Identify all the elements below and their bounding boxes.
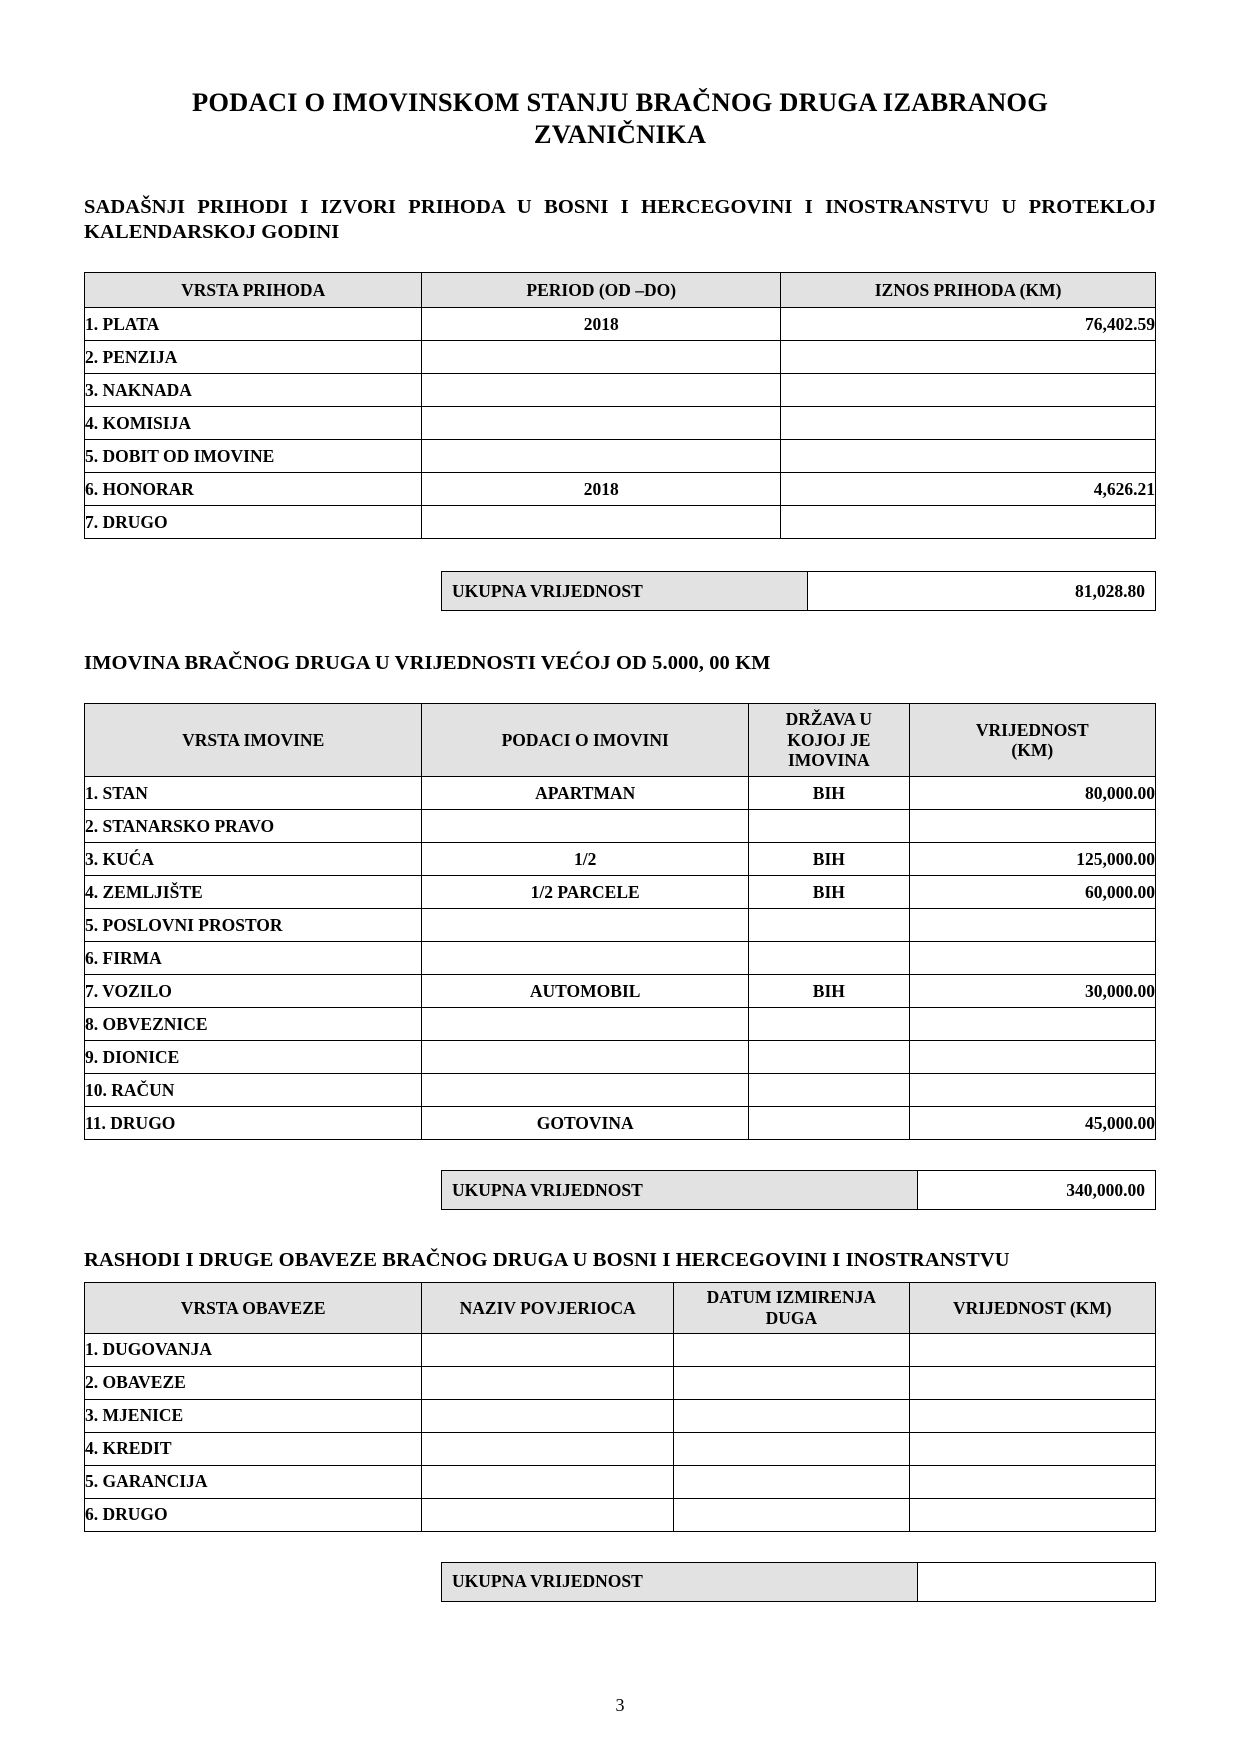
table-row (85, 843, 1156, 876)
section-heading-liabilities: RASHODI I DRUGE OBAVEZE BRAČNOG DRUGA U BOSNI I HERCEGOVINI I INOSTRANSTVU (84, 1249, 1010, 1272)
income-row-amount[interactable] (781, 407, 1156, 440)
income-row-period[interactable] (422, 440, 781, 473)
liabilities-row-creditor[interactable] (422, 1366, 674, 1399)
liabilities-total-strip (84, 1562, 1156, 1602)
liabilities-col-value: VRIJEDNOST (KM) (909, 1282, 1155, 1333)
assets-col-country-line2: KOJOJ JE (787, 729, 871, 750)
assets-row-country[interactable] (749, 1008, 910, 1041)
table-row (85, 1008, 1156, 1041)
liabilities-row-creditor[interactable] (422, 1399, 674, 1432)
income-total-table (441, 571, 1156, 611)
table-row (85, 440, 1156, 473)
assets-row-value[interactable]: 30,000.00 (909, 975, 1155, 1008)
table-row (85, 1399, 1156, 1432)
table-row (85, 1107, 1156, 1140)
assets-total-table (441, 1170, 1156, 1210)
income-row-type: 7. DRUGO (85, 506, 422, 539)
liabilities-row-value[interactable] (909, 1432, 1155, 1465)
table-row (85, 1432, 1156, 1465)
assets-row-info[interactable]: GOTOVINA (422, 1107, 749, 1140)
income-table (84, 272, 1156, 539)
section-heading-assets: IMOVINA BRAČNOG DRUGA U VRIJEDNOSTI VEĆOJ OD 5.000, 00 KM (84, 652, 771, 675)
assets-row-type: 1. STAN (85, 777, 422, 810)
table-row (85, 975, 1156, 1008)
income-row-amount[interactable]: 4,626.21 (781, 473, 1156, 506)
assets-row-type: 10. RAČUN (85, 1074, 422, 1107)
assets-total-strip (84, 1170, 1156, 1210)
table-row (85, 1333, 1156, 1366)
liabilities-row-date[interactable] (674, 1399, 910, 1432)
table-row (85, 1074, 1156, 1107)
income-row-period[interactable] (422, 374, 781, 407)
assets-row-info[interactable] (422, 909, 749, 942)
liabilities-total-label: UKUPNA VRIJEDNOST (442, 1562, 918, 1601)
table-row (85, 876, 1156, 909)
assets-row-type: 8. OBVEZNICE (85, 1008, 422, 1041)
liabilities-row-date[interactable] (674, 1465, 910, 1498)
liabilities-row-date[interactable] (674, 1366, 910, 1399)
assets-col-country (749, 704, 910, 777)
assets-row-value[interactable]: 60,000.00 (909, 876, 1155, 909)
income-row-amount[interactable] (781, 374, 1156, 407)
assets-total-label: UKUPNA VRIJEDNOST (442, 1171, 918, 1210)
assets-row-info[interactable]: 1/2 (422, 843, 749, 876)
assets-row-type: 4. ZEMLJIŠTE (85, 876, 422, 909)
assets-col-value-line1: VRIJEDNOST (975, 719, 1089, 740)
liabilities-row-creditor[interactable] (422, 1333, 674, 1366)
income-row-type: 4. KOMISIJA (85, 407, 422, 440)
assets-row-info[interactable] (422, 942, 749, 975)
liabilities-row-type: 6. DRUGO (85, 1498, 422, 1531)
income-row-amount[interactable]: 76,402.59 (781, 308, 1156, 341)
income-row-period[interactable] (422, 407, 781, 440)
assets-row-country[interactable] (749, 1107, 910, 1140)
page-number: 3 (615, 1695, 625, 1715)
assets-row-value[interactable] (909, 1008, 1155, 1041)
assets-row-country[interactable] (749, 1041, 910, 1074)
assets-row-country[interactable] (749, 942, 910, 975)
assets-row-type: 11. DRUGO (85, 1107, 422, 1140)
income-row-type: 5. DOBIT OD IMOVINE (85, 440, 422, 473)
income-row-period[interactable]: 2018 (422, 308, 781, 341)
assets-row-type: 9. DIONICE (85, 1041, 422, 1074)
income-table-header-row (85, 273, 1156, 308)
table-row (85, 1498, 1156, 1531)
liabilities-row-creditor[interactable] (422, 1465, 674, 1498)
income-col-type: VRSTA PRIHODA (85, 273, 422, 308)
liabilities-row-value[interactable] (909, 1498, 1155, 1531)
assets-row-type: 2. STANARSKO PRAVO (85, 810, 422, 843)
liabilities-row-value[interactable] (909, 1465, 1155, 1498)
assets-row-value[interactable] (909, 942, 1155, 975)
income-row-amount[interactable] (781, 440, 1156, 473)
total-row (442, 1171, 1156, 1210)
assets-row-info[interactable]: 1/2 PARCELE (422, 876, 749, 909)
table-row (85, 777, 1156, 810)
liabilities-row-type: 4. KREDIT (85, 1432, 422, 1465)
assets-row-value[interactable]: 80,000.00 (909, 777, 1155, 810)
liabilities-row-date[interactable] (674, 1498, 910, 1531)
liabilities-row-date[interactable] (674, 1333, 910, 1366)
assets-table (84, 703, 1156, 1140)
assets-row-info[interactable] (422, 1074, 749, 1107)
income-row-type: 1. PLATA (85, 308, 422, 341)
liabilities-row-date[interactable] (674, 1432, 910, 1465)
liabilities-row-value[interactable] (909, 1399, 1155, 1432)
assets-row-info[interactable]: AUTOMOBIL (422, 975, 749, 1008)
income-total-strip (84, 571, 1156, 611)
assets-row-country[interactable]: BIH (749, 843, 910, 876)
liabilities-total-value[interactable] (918, 1562, 1156, 1601)
assets-row-country[interactable]: BIH (749, 975, 910, 1008)
income-col-period: PERIOD (OD –DO) (422, 273, 781, 308)
liabilities-col-date-line2: DUGA (765, 1307, 818, 1328)
income-total-label: UKUPNA VRIJEDNOST (442, 572, 808, 611)
income-row-amount[interactable] (781, 506, 1156, 539)
liabilities-row-type: 3. MJENICE (85, 1399, 422, 1432)
section-heading-income: SADAŠNJI PRIHODI I IZVORI PRIHODA U BOSNI I HERCEGOVINI I INOSTRANSTVU U PROTEKLOJ KALENDARSKOJ GODINI (84, 195, 1156, 244)
assets-row-info[interactable] (422, 1008, 749, 1041)
liabilities-row-type: 1. DUGOVANJA (85, 1333, 422, 1366)
assets-row-country[interactable] (749, 909, 910, 942)
income-row-type: 2. PENZIJA (85, 341, 422, 374)
table-row (85, 942, 1156, 975)
income-row-period[interactable]: 2018 (422, 473, 781, 506)
liabilities-table (84, 1282, 1156, 1532)
liabilities-row-creditor[interactable] (422, 1432, 674, 1465)
table-row (85, 810, 1156, 843)
assets-row-info[interactable]: APARTMAN (422, 777, 749, 810)
assets-row-type: 5. POSLOVNI PROSTOR (85, 909, 422, 942)
assets-row-value[interactable] (909, 1074, 1155, 1107)
assets-row-value[interactable] (909, 909, 1155, 942)
assets-row-value[interactable] (909, 810, 1155, 843)
assets-col-country-line3: IMOVINA (787, 750, 870, 771)
liabilities-row-creditor[interactable] (422, 1498, 674, 1531)
assets-col-country-line1: DRŽAVA U (785, 709, 873, 730)
income-col-amount: IZNOS PRIHODA (KM) (781, 273, 1156, 308)
assets-row-value[interactable]: 45,000.00 (909, 1107, 1155, 1140)
assets-row-country[interactable]: BIH (749, 777, 910, 810)
table-row (85, 473, 1156, 506)
liabilities-row-value[interactable] (909, 1366, 1155, 1399)
liabilities-col-creditor: NAZIV POVJERIOCA (422, 1282, 674, 1333)
assets-col-info: PODACI O IMOVINI (422, 704, 749, 777)
income-total-value[interactable]: 81,028.80 (808, 572, 1156, 611)
income-row-type: 6. HONORAR (85, 473, 422, 506)
assets-col-value (909, 704, 1155, 777)
assets-row-info[interactable] (422, 810, 749, 843)
liabilities-row-type: 5. GARANCIJA (85, 1465, 422, 1498)
table-row (85, 1041, 1156, 1074)
assets-col-type: VRSTA IMOVINE (85, 704, 422, 777)
assets-row-info[interactable] (422, 1041, 749, 1074)
table-row (85, 407, 1156, 440)
assets-row-country[interactable]: BIH (749, 876, 910, 909)
assets-table-header-row (85, 704, 1156, 777)
income-row-period[interactable] (422, 341, 781, 374)
liabilities-col-date (674, 1282, 910, 1333)
income-row-type: 3. NAKNADA (85, 374, 422, 407)
assets-row-value[interactable] (909, 1041, 1155, 1074)
table-row (85, 1366, 1156, 1399)
table-row (85, 506, 1156, 539)
income-row-amount[interactable] (781, 341, 1156, 374)
liabilities-row-type: 2. OBAVEZE (85, 1366, 422, 1399)
assets-row-country[interactable] (749, 1074, 910, 1107)
assets-total-value[interactable]: 340,000.00 (918, 1171, 1156, 1210)
table-row (85, 308, 1156, 341)
liabilities-total-table (441, 1562, 1156, 1602)
assets-row-type: 6. FIRMA (85, 942, 422, 975)
table-row (85, 341, 1156, 374)
liabilities-col-type: VRSTA OBAVEZE (85, 1282, 422, 1333)
liabilities-row-value[interactable] (909, 1333, 1155, 1366)
assets-col-value-line2: (KM) (1011, 740, 1054, 761)
table-row (85, 1465, 1156, 1498)
assets-row-type: 7. VOZILO (85, 975, 422, 1008)
assets-row-value[interactable]: 125,000.00 (909, 843, 1155, 876)
total-row (442, 572, 1156, 611)
assets-row-country[interactable] (749, 810, 910, 843)
assets-row-type: 3. KUĆA (85, 843, 422, 876)
liabilities-col-date-line1: DATUM IZMIRENJA (706, 1287, 876, 1308)
table-row (85, 909, 1156, 942)
table-row (85, 374, 1156, 407)
income-row-period[interactable] (422, 506, 781, 539)
liabilities-table-header-row (85, 1282, 1156, 1333)
total-row (442, 1562, 1156, 1601)
page-title: PODACI O IMOVINSKOM STANJU BRAČNOG DRUGA IZABRANOG ZVANIČNIKA (191, 87, 1049, 150)
